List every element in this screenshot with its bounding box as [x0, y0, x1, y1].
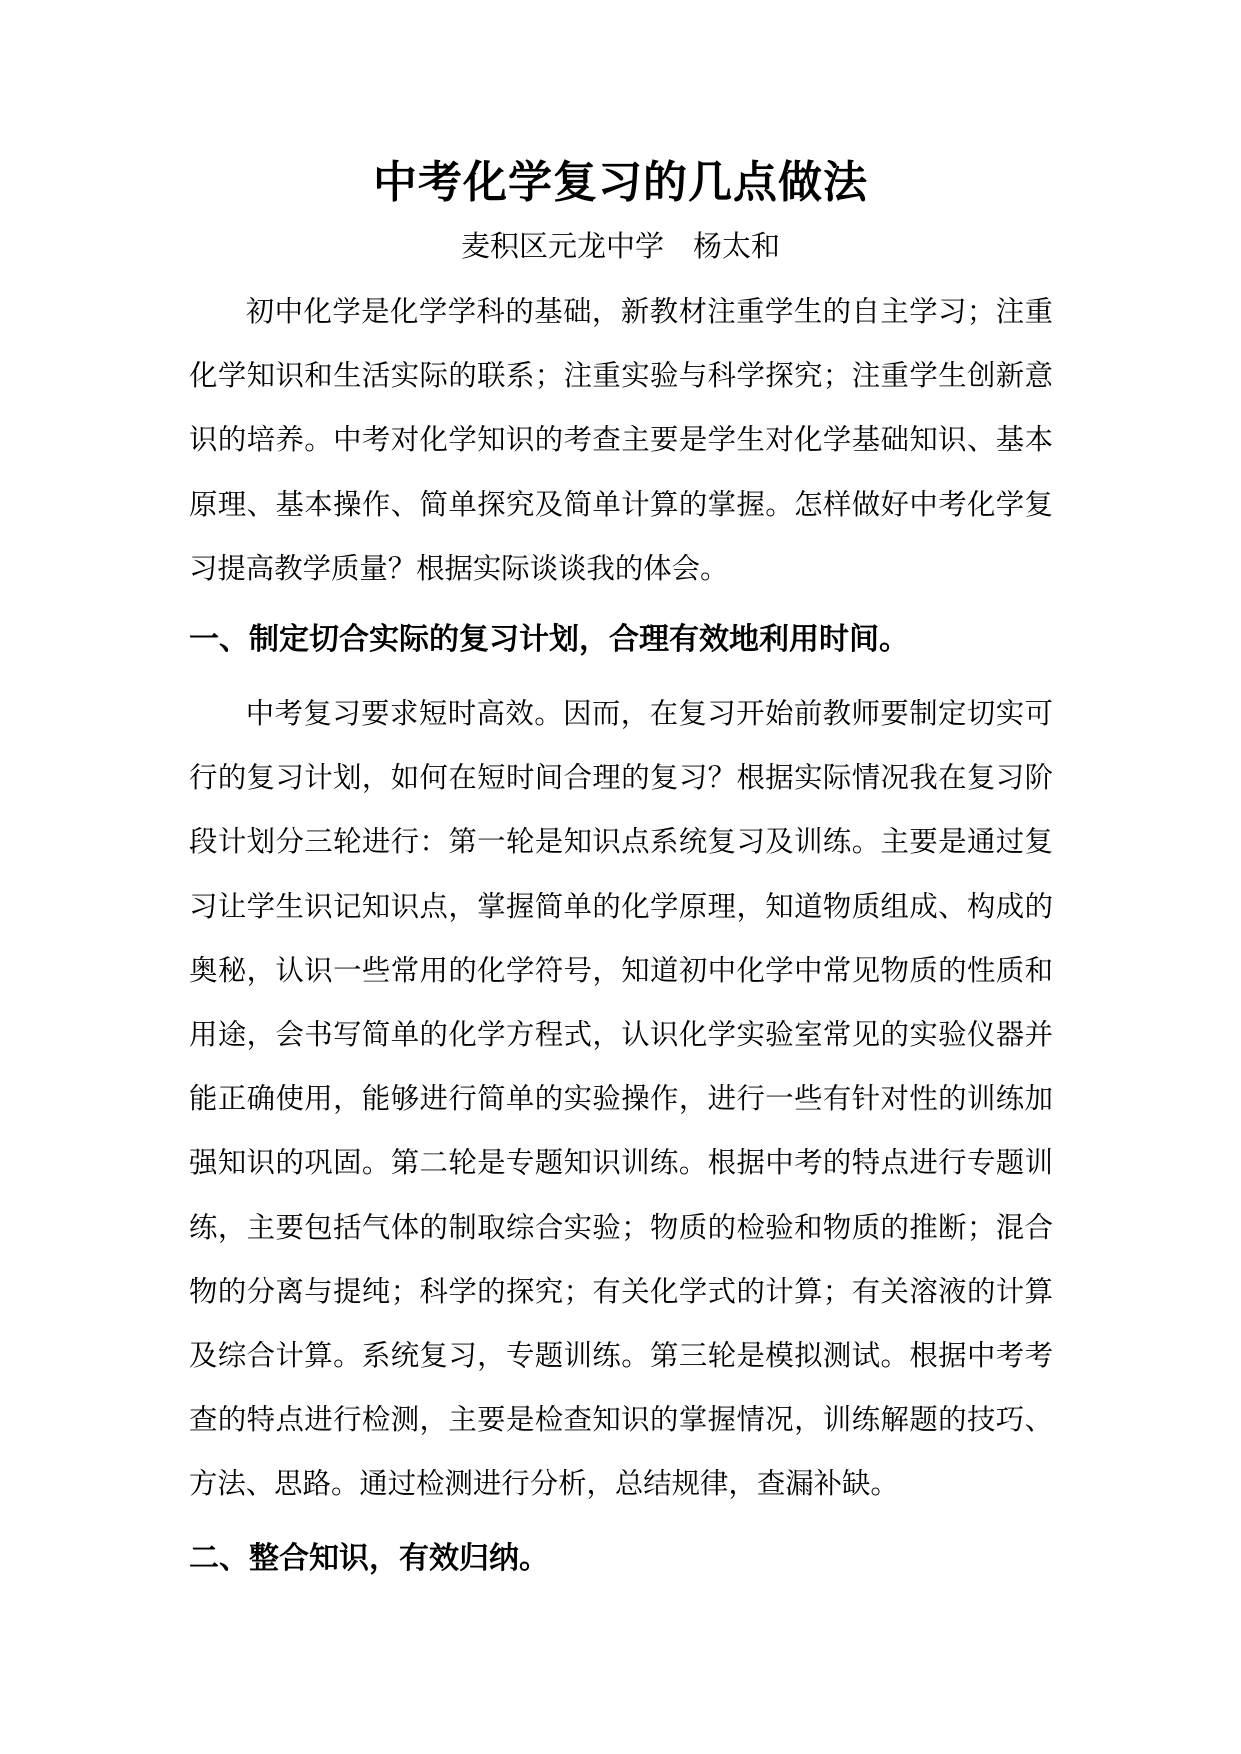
author-line: 麦积区元龙中学 杨太和: [460, 229, 780, 263]
section-heading-2: 二、整合知识，有效归纳。: [189, 1541, 549, 1576]
document-title: 中考化学复习的几点做法: [373, 157, 868, 208]
section-heading-1: 一、制定切合实际的复习计划，合理有效地利用时间。: [189, 622, 909, 657]
intro-paragraph: 初中化学是化学学科的基础，新教材注重学生的自主学习；注重化学知识和生活实际的联系；注重实验与科学探究；注重学生创新意识的培养。中考对化学知识的考查主要是学生对化学基础知识、基本原理、基本操作、简单探究及简单计算的掌握。怎样做好中考化学复习提高教学质量？根据实际谈谈我的体会。: [189, 295, 1053, 585]
body-paragraph: 中考复习要求短时高效。因而，在复习开始前教师要制定切实可行的复习计划，如何在短时间合理的复习？根据实际情况我在复习阶段计划分三轮进行：第一轮是知识点系统复习及训练。主要是通过复习让学生识记知识点，掌握简单的化学原理，知道物质组成、构成的奥秘，认识一些常用的化学符号，知道初中化学中常见物质的性质和用途，会书写简单的化学方程式，认识化学实验室常见的实验仪器并能正确使用，能够进行简单的实验操作，进行一些有针对性的训练加强知识的巩固。第二轮是专题知识训练。根据中考的特点进行专题训练，主要包括气体的制取综合实验；物质的检验和物质的推断；混合物的分离与提纯；科学的探究；有关化学式的计算；有关溶液的计算及综合计算。系统复习，专题训练。第三轮是模拟测试。根据中考考查的特点进行检测，主要是检查知识的掌握情况，训练解题的技巧、方法、思路。通过检测进行分析，总结规律，查漏补缺。: [189, 697, 1053, 1501]
